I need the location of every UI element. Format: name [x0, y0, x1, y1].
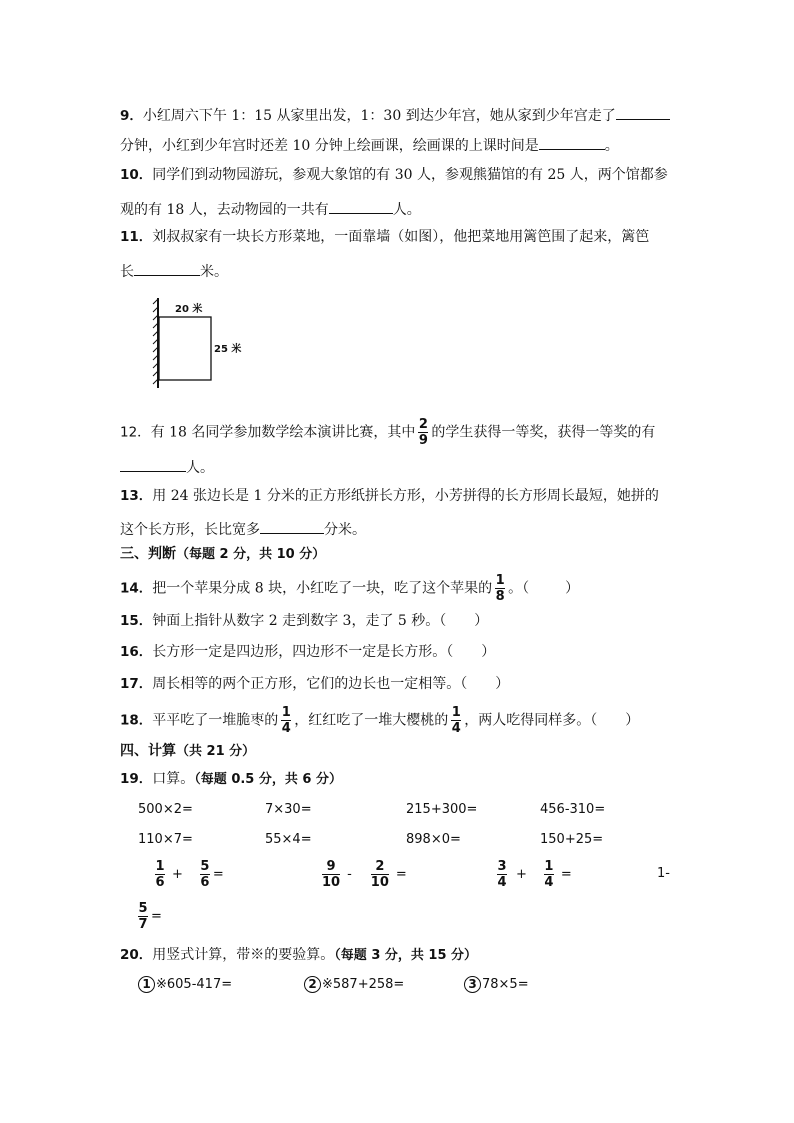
question-19-title [120, 770, 342, 789]
question-text: 这个长方形，长比宽多 [120, 522, 260, 538]
calc-expression: ※605-417= [156, 977, 233, 992]
answer-blank[interactable] [616, 104, 670, 120]
vertical-calc-item [138, 976, 232, 993]
question-text: 长方形一定是四边形，四边形不一定是长方形。（ [152, 644, 454, 660]
paren-close: ） [495, 676, 510, 692]
section-score: （共 21 分） [176, 744, 256, 759]
oral-calc-item: 110×7= [138, 832, 193, 847]
fraction: $\frac{1}{4}$ [281, 705, 291, 736]
question-13-line1 [120, 487, 659, 505]
paren-close: ） [481, 644, 496, 660]
question-text: 用竖式计算，带※的要验算。 [152, 947, 335, 963]
circled-number: 1 [138, 976, 155, 993]
section-heading [120, 545, 325, 564]
garden-figure [150, 296, 250, 392]
question-score: （每题 0.5 分，共 6 分） [194, 772, 342, 787]
question-text: 平平吃了一堆脆枣的 [152, 712, 279, 729]
fraction-calc-item: $\frac{9}{10}$ - $\frac{2}{10}$ = [322, 859, 407, 890]
fraction: $\frac{1}{4}$ [451, 705, 461, 736]
section-title: 四、计算 [120, 743, 176, 759]
question-number: 9． [120, 108, 143, 124]
question-number: 15． [120, 613, 153, 629]
fraction: $\frac{1}{4}$ [544, 859, 554, 890]
question-12-line2 [120, 456, 214, 477]
question-10-line1 [120, 166, 668, 184]
question-text: 的学生获得一等奖，获得一等奖的有 [431, 424, 656, 441]
question-text: 把一个苹果分成 8 块，小红吃了一块，吃了这个苹果的 [152, 580, 493, 597]
question-13-line2 [120, 518, 366, 539]
question-11-line1 [120, 228, 649, 246]
fraction-calc-lead: 1- [657, 866, 670, 881]
calc-expression: 78×5= [482, 977, 529, 992]
question-number: 10． [120, 167, 153, 183]
calc-expression: ※587+258= [322, 977, 405, 992]
answer-blank[interactable] [329, 198, 393, 214]
question-text: 有 18 名同学参加数学绘本演讲比赛，其中 [150, 424, 416, 441]
question-text: 米。 [200, 264, 228, 280]
question-number: 19． [120, 771, 153, 787]
question-number: 17． [120, 676, 153, 692]
answer-blank[interactable] [260, 518, 324, 534]
question-20-title [120, 946, 477, 965]
question-16 [120, 643, 495, 661]
oral-calc-item: 898×0= [406, 832, 461, 847]
oral-calc-item: 456-310= [540, 802, 606, 817]
oral-calc-item: 7×30= [265, 802, 312, 817]
fraction: $\frac{2}{10}$ [370, 859, 389, 890]
oral-calc-item: 55×4= [265, 832, 312, 847]
fraction: $\frac{9}{10}$ [322, 859, 341, 890]
oral-calc-item: 215+300= [406, 802, 478, 817]
question-number: 16． [120, 644, 153, 660]
question-text: 口算。 [152, 771, 195, 787]
question-14 [120, 574, 579, 603]
question-18 [120, 706, 639, 735]
question-text: 人。 [392, 202, 421, 218]
fraction: $\frac{5}{6}$ [200, 859, 210, 890]
question-15 [120, 612, 488, 630]
fraction-calc-item: $\frac{5}{7}$ = [138, 901, 162, 932]
fraction: $\frac{1}{6}$ [155, 859, 165, 890]
question-score: （每题 3 分，共 15 分） [334, 948, 478, 963]
fraction: $\frac{5}{7}$ [138, 901, 148, 932]
question-9-line2 [120, 134, 619, 155]
question-text: 分米。 [324, 522, 366, 538]
question-17 [120, 675, 509, 693]
circled-number: 2 [304, 976, 321, 993]
question-text: 周长相等的两个正方形，它们的边长也一定相等。（ [152, 676, 468, 692]
question-text: 。（ [508, 580, 530, 597]
question-text: ，红红吃了一堆大樱桃的 [294, 712, 449, 729]
question-text: 刘叔叔家有一块长方形菜地，一面靠墙（如图），他把菜地用篱笆围了起来，篱笆 [152, 229, 650, 245]
oral-calc-item: 150+25= [540, 832, 604, 847]
garden-rectangle [159, 317, 211, 380]
question-text: ，两人吃得同样多。（ [464, 712, 598, 729]
question-number: 13． [120, 488, 153, 504]
section-title: 三、判断 [120, 546, 176, 562]
question-9-line1 [120, 104, 670, 125]
question-text: 钟面上指针从数字 2 走到数字 3，走了 5 秒。（ [152, 613, 447, 629]
question-11-line2 [120, 260, 228, 281]
question-text: 分钟，小红到少年宫时还差 10 分钟上绘画课，绘画课的上课时间是 [120, 138, 539, 154]
oral-calc-item: 500×2= [138, 802, 193, 817]
question-text: 小红周六下午 1：15 从家里出发，1：30 到达少年宫，她从家到少年宫走了 [142, 108, 616, 124]
fraction-calc-item: $\frac{3}{4}$ + $\frac{1}{4}$ = [497, 859, 572, 890]
paren-close: ） [625, 712, 640, 729]
answer-blank[interactable] [134, 260, 200, 276]
answer-blank[interactable] [120, 456, 186, 472]
question-number: 18． [120, 712, 153, 729]
question-12-line1 [120, 418, 655, 447]
question-text: 长 [120, 264, 134, 280]
fraction: $\frac{1}{8}$ [495, 573, 505, 604]
question-number: 14． [120, 580, 153, 597]
question-text: 人。 [186, 460, 214, 476]
question-text: 。 [604, 138, 619, 154]
answer-blank[interactable] [539, 134, 605, 150]
fraction: $\frac{3}{4}$ [497, 859, 507, 890]
section-heading [120, 742, 255, 761]
section-score: （每题 2 分，共 10 分） [176, 547, 326, 562]
fraction-calc-item: $\frac{1}{6}$ + $\frac{5}{6}$ = [155, 859, 224, 890]
question-number: 12． [120, 424, 151, 441]
question-text: 同学们到动物园游玩，参观大象馆的有 30 人，参观熊猫馆的有 25 人，两个馆都参 [152, 167, 668, 183]
top-length-label: 20 米 [175, 304, 203, 315]
fraction: $\frac{2}{9}$ [418, 417, 428, 448]
vertical-calc-item [304, 976, 404, 993]
paren-close: ） [565, 580, 580, 597]
paren-close: ） [474, 613, 489, 629]
question-number: 11． [120, 229, 153, 245]
question-text: 观的有 18 人，去动物园的一共有 [120, 202, 329, 218]
vertical-calc-item [464, 976, 529, 993]
circled-number: 3 [464, 976, 481, 993]
question-10-line2 [120, 198, 421, 219]
question-number: 20． [120, 947, 153, 963]
side-length-label: 25 米 [214, 344, 242, 355]
question-text: 用 24 张边长是 1 分米的正方形纸拼长方形，小芳拼得的长方形周长最短，她拼的 [152, 488, 659, 504]
